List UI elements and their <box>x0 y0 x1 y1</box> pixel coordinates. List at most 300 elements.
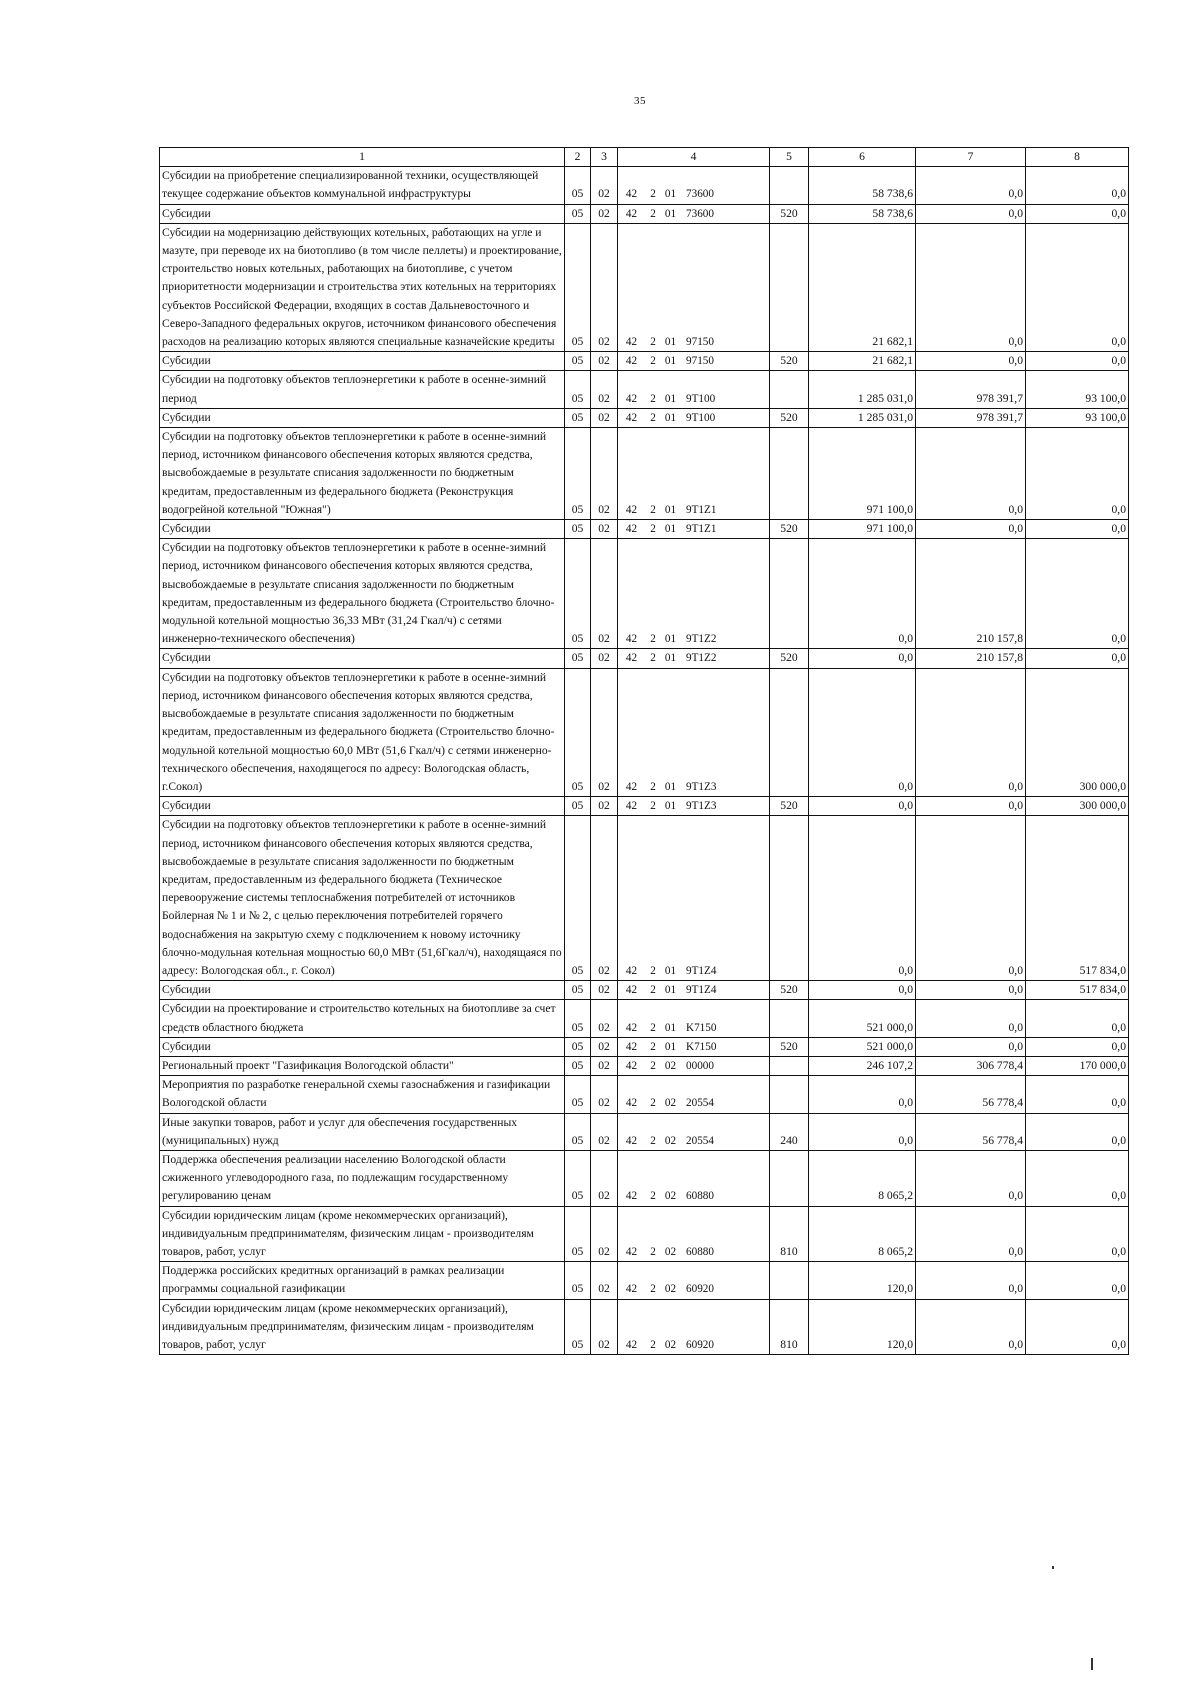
structure-code: 01 <box>664 355 677 368</box>
amount-col-6: 971 100,0 <box>809 520 916 539</box>
amount-col-7: 0,0 <box>916 204 1026 223</box>
target-article-code <box>618 1113 770 1150</box>
row-name: Субсидии на приобретение специализированной техники, осуществляющей текущее содержание объектов коммунальной инфраструктуры <box>160 167 565 204</box>
amount-col-6: 0,0 <box>809 649 916 668</box>
section-code: 05 <box>565 520 591 539</box>
subsection-code: 02 <box>591 352 618 371</box>
table-row <box>160 1262 1129 1299</box>
amount-col-6: 58 738,6 <box>809 167 916 204</box>
type-code: 2 <box>650 780 656 793</box>
target-article-code <box>618 167 770 204</box>
section-code: 05 <box>565 204 591 223</box>
header-col-1: 1 <box>160 148 565 167</box>
amount-col-8: 0,0 <box>1026 223 1129 351</box>
direction-code: 9Т1Z1 <box>686 503 717 516</box>
table-row <box>160 1150 1129 1206</box>
header-col-5: 5 <box>770 148 809 167</box>
table-row <box>160 204 1129 223</box>
target-article-code <box>618 1000 770 1037</box>
row-name: Субсидии <box>160 1037 565 1056</box>
program-code: 42 <box>625 503 638 516</box>
target-article-code <box>618 668 770 796</box>
amount-col-8: 517 834,0 <box>1026 816 1129 981</box>
expense-type-code <box>770 1076 809 1113</box>
program-code: 42 <box>625 1190 638 1203</box>
program-code: 42 <box>625 1283 638 1296</box>
direction-code: 9Т1Z3 <box>686 780 717 793</box>
amount-col-8: 0,0 <box>1026 1150 1129 1206</box>
table-row <box>160 797 1129 816</box>
row-name: Иные закупки товаров, работ и услуг для обеспечения государственных (муниципальных) нужд <box>160 1113 565 1150</box>
structure-code: 01 <box>664 207 677 220</box>
program-code: 42 <box>625 1097 638 1110</box>
table-row <box>160 1000 1129 1037</box>
row-name: Субсидии <box>160 352 565 371</box>
expense-type-code: 520 <box>770 204 809 223</box>
expense-type-code: 520 <box>770 1037 809 1056</box>
program-code: 42 <box>625 1021 638 1034</box>
expense-type-code <box>770 1262 809 1299</box>
type-code: 2 <box>650 503 656 516</box>
subsection-code: 02 <box>591 1113 618 1150</box>
amount-col-6: 8 065,2 <box>809 1206 916 1262</box>
amount-col-7: 0,0 <box>916 797 1026 816</box>
type-code: 2 <box>650 523 656 536</box>
amount-col-8: 0,0 <box>1026 1076 1129 1113</box>
amount-col-7: 56 778,4 <box>916 1113 1026 1150</box>
amount-col-7: 306 778,4 <box>916 1056 1026 1075</box>
row-name: Субсидии <box>160 649 565 668</box>
header-col-2: 2 <box>565 148 591 167</box>
section-code: 05 <box>565 1056 591 1075</box>
header-col-3: 3 <box>591 148 618 167</box>
section-code: 05 <box>565 797 591 816</box>
expense-type-code: 810 <box>770 1299 809 1355</box>
expense-type-code: 520 <box>770 520 809 539</box>
subsection-code: 02 <box>591 520 618 539</box>
expense-type-code <box>770 816 809 981</box>
row-name: Субсидии на подготовку объектов теплоэнергетики к работе в осенне-зимний период, источником финансового обеспечения которых являются средства, высвобождаемые в результате списания задолженности по бюджетным кредитам, предоставленным из федерального бюджета (Строительство блочно-модульной котельной мощностью 60,0 МВт (51,6 Гкал/ч) с сетями инженерно-технического обеспечения, находящегося по адресу: Вологодская область, г.Сокол) <box>160 668 565 796</box>
table-row <box>160 1076 1129 1113</box>
structure-code: 01 <box>664 523 677 536</box>
budget-table <box>159 147 1129 1355</box>
amount-col-7: 978 391,7 <box>916 371 1026 408</box>
program-code: 42 <box>625 392 638 405</box>
structure-code: 02 <box>664 1059 677 1072</box>
direction-code: 73600 <box>686 207 714 220</box>
expense-type-code: 520 <box>770 981 809 1000</box>
amount-col-6: 0,0 <box>809 1076 916 1113</box>
row-name: Субсидии на подготовку объектов теплоэнергетики к работе в осенне-зимний период, источником финансового обеспечения которых являются средства, высвобождаемые в результате списания задолженности по бюджетным кредитам, предоставленным из федерального бюджета (Техническое перевооружение системы теплоснабжения потребителей от источников Бойлерная № 1 и № 2, с целью переключения потребителей горячего водоснабжения на закрытую схему с подключением к новому источнику блочно-модульная котельная мощностью 60,0 МВт (51,6Гкал/ч), находящаяся по адресу: Вологодская обл., г. Сокол) <box>160 816 565 981</box>
structure-code: 02 <box>664 1283 677 1296</box>
amount-col-8: 0,0 <box>1026 520 1129 539</box>
direction-code: 60880 <box>686 1190 714 1203</box>
direction-code: 9Т1Z1 <box>686 523 717 536</box>
row-name: Субсидии <box>160 797 565 816</box>
expense-type-code <box>770 223 809 351</box>
subsection-code: 02 <box>591 204 618 223</box>
direction-code: 9Т1Z3 <box>686 800 717 813</box>
table-row <box>160 428 1129 520</box>
direction-code: 60880 <box>686 1245 714 1258</box>
direction-code: 20554 <box>686 1097 714 1110</box>
subsection-code: 02 <box>591 1206 618 1262</box>
table-row <box>160 223 1129 351</box>
amount-col-7: 0,0 <box>916 520 1026 539</box>
section-code: 05 <box>565 408 591 427</box>
amount-col-6: 0,0 <box>809 1113 916 1150</box>
type-code: 2 <box>650 1021 656 1034</box>
type-code: 2 <box>650 411 656 424</box>
amount-col-8: 0,0 <box>1026 539 1129 649</box>
subsection-code: 02 <box>591 371 618 408</box>
amount-col-6: 0,0 <box>809 797 916 816</box>
row-name: Субсидии на проектирование и строительство котельных на биотопливе за счет средств областного бюджета <box>160 1000 565 1037</box>
table-row <box>160 1206 1129 1262</box>
program-code: 42 <box>625 780 638 793</box>
table-row <box>160 539 1129 649</box>
subsection-code: 02 <box>591 797 618 816</box>
section-code: 05 <box>565 1299 591 1355</box>
section-code: 05 <box>565 539 591 649</box>
type-code: 2 <box>650 800 656 813</box>
subsection-code: 02 <box>591 649 618 668</box>
structure-code: 01 <box>664 652 677 665</box>
type-code: 2 <box>650 1134 656 1147</box>
target-article-code <box>618 428 770 520</box>
section-code: 05 <box>565 352 591 371</box>
subsection-code: 02 <box>591 981 618 1000</box>
structure-code: 01 <box>664 780 677 793</box>
amount-col-7: 0,0 <box>916 1037 1026 1056</box>
table-row <box>160 408 1129 427</box>
target-article-code <box>618 539 770 649</box>
amount-col-8: 0,0 <box>1026 1299 1129 1355</box>
program-code: 42 <box>625 964 638 977</box>
amount-col-8: 0,0 <box>1026 204 1129 223</box>
table-row <box>160 520 1129 539</box>
table-row <box>160 1037 1129 1056</box>
structure-code: 01 <box>664 188 677 201</box>
direction-code: K7150 <box>686 1040 717 1053</box>
structure-code: 01 <box>664 800 677 813</box>
amount-col-6: 58 738,6 <box>809 204 916 223</box>
section-code: 05 <box>565 1150 591 1206</box>
program-code: 42 <box>625 523 638 536</box>
amount-col-7: 0,0 <box>916 352 1026 371</box>
amount-col-6: 1 285 031,0 <box>809 371 916 408</box>
section-code: 05 <box>565 668 591 796</box>
table-row <box>160 981 1129 1000</box>
structure-code: 01 <box>664 1040 677 1053</box>
direction-code: 9Т1Z4 <box>686 964 717 977</box>
program-code: 42 <box>625 1245 638 1258</box>
row-name: Поддержка российских кредитных организаций в рамках реализации программы социальной газификации <box>160 1262 565 1299</box>
target-article-code <box>618 223 770 351</box>
table-row <box>160 1299 1129 1355</box>
program-code: 42 <box>625 1040 638 1053</box>
expense-type-code: 520 <box>770 352 809 371</box>
section-code: 05 <box>565 1076 591 1113</box>
amount-col-8: 93 100,0 <box>1026 371 1129 408</box>
type-code: 2 <box>650 1245 656 1258</box>
structure-code: 01 <box>664 633 677 646</box>
section-code: 05 <box>565 1037 591 1056</box>
type-code: 2 <box>650 1097 656 1110</box>
program-code: 42 <box>625 355 638 368</box>
target-article-code <box>618 649 770 668</box>
section-code: 05 <box>565 981 591 1000</box>
target-article-code <box>618 371 770 408</box>
section-code: 05 <box>565 223 591 351</box>
subsection-code: 02 <box>591 539 618 649</box>
type-code: 2 <box>650 1040 656 1053</box>
target-article-code <box>618 1262 770 1299</box>
amount-col-6: 521 000,0 <box>809 1000 916 1037</box>
type-code: 2 <box>650 355 656 368</box>
row-name: Субсидии на модернизацию действующих котельных, работающих на угле и мазуте, при переводе их на биотопливо (в том числе пеллеты) и проектирование, строительство новых котельных, работающих на биотопливе, с учетом приоритетности модернизации и строительства этих котельных на территориях субъектов Российской Федерации, входящих в состав Дальневосточного и Северо-Западного федеральных округов, источником финансового обеспечения расходов на реализацию которых являются специальные казначейские кредиты <box>160 223 565 351</box>
program-code: 42 <box>625 800 638 813</box>
amount-col-8: 0,0 <box>1026 1262 1129 1299</box>
direction-code: 9Т100 <box>686 411 716 424</box>
target-article-code <box>618 352 770 371</box>
program-code: 42 <box>625 207 638 220</box>
subsection-code: 02 <box>591 1150 618 1206</box>
amount-col-7: 0,0 <box>916 816 1026 981</box>
direction-code: 20554 <box>686 1134 714 1147</box>
structure-code: 01 <box>664 964 677 977</box>
expense-type-code <box>770 539 809 649</box>
amount-col-8: 0,0 <box>1026 1000 1129 1037</box>
target-article-code <box>618 1150 770 1206</box>
direction-code: 00000 <box>686 1059 714 1072</box>
header-row <box>160 148 1129 167</box>
expense-type-code: 240 <box>770 1113 809 1150</box>
amount-col-6: 0,0 <box>809 668 916 796</box>
row-name: Поддержка обеспечения реализации населению Вологодской области сжиженного углеводородного газа, по подлежащим государственному регулированию ценам <box>160 1150 565 1206</box>
type-code: 2 <box>650 652 656 665</box>
amount-col-6: 246 107,2 <box>809 1056 916 1075</box>
direction-code: 9Т1Z4 <box>686 984 717 997</box>
structure-code: 02 <box>664 1134 677 1147</box>
amount-col-6: 21 682,1 <box>809 223 916 351</box>
direction-code: 60920 <box>686 1339 714 1351</box>
subsection-code: 02 <box>591 1299 618 1355</box>
page-number: 35 <box>634 95 646 107</box>
program-code: 42 <box>625 336 638 349</box>
type-code: 2 <box>650 1059 656 1072</box>
structure-code: 01 <box>664 984 677 997</box>
amount-col-6: 971 100,0 <box>809 428 916 520</box>
target-article-code <box>618 1206 770 1262</box>
expense-type-code <box>770 1000 809 1037</box>
table-row <box>160 649 1129 668</box>
direction-code: 97150 <box>686 355 714 368</box>
program-code: 42 <box>625 984 638 997</box>
section-code: 05 <box>565 649 591 668</box>
target-article-code <box>618 981 770 1000</box>
type-code: 2 <box>650 1283 656 1296</box>
table-row <box>160 167 1129 204</box>
amount-col-6: 0,0 <box>809 816 916 981</box>
amount-col-7: 0,0 <box>916 668 1026 796</box>
amount-col-6: 8 065,2 <box>809 1150 916 1206</box>
structure-code: 02 <box>664 1245 677 1258</box>
subsection-code: 02 <box>591 428 618 520</box>
amount-col-6: 521 000,0 <box>809 1037 916 1056</box>
expense-type-code <box>770 167 809 204</box>
type-code: 2 <box>650 633 656 646</box>
subsection-code: 02 <box>591 408 618 427</box>
amount-col-8: 0,0 <box>1026 167 1129 204</box>
section-code: 05 <box>565 371 591 408</box>
amount-col-6: 0,0 <box>809 981 916 1000</box>
program-code: 42 <box>625 633 638 646</box>
section-code: 05 <box>565 1113 591 1150</box>
amount-col-8: 0,0 <box>1026 352 1129 371</box>
subsection-code: 02 <box>591 1000 618 1037</box>
direction-code: 60920 <box>686 1283 714 1296</box>
type-code: 2 <box>650 964 656 977</box>
structure-code: 01 <box>664 411 677 424</box>
section-code: 05 <box>565 1262 591 1299</box>
target-article-code <box>618 1037 770 1056</box>
subsection-code: 02 <box>591 167 618 204</box>
subsection-code: 02 <box>591 668 618 796</box>
scan-mark <box>1052 1566 1054 1569</box>
row-name: Субсидии на подготовку объектов теплоэнергетики к работе в осенне-зимний период, источником финансового обеспечения которых являются средства, высвобождаемые в результате списания задолженности по бюджетным кредитам, предоставленным из федерального бюджета (Реконструкция водогрейной котельной "Южная") <box>160 428 565 520</box>
section-code: 05 <box>565 1206 591 1262</box>
expense-type-code <box>770 428 809 520</box>
direction-code: 97150 <box>686 336 714 349</box>
row-name: Субсидии юридическим лицам (кроме некоммерческих организаций), индивидуальным предпринимателям, физическим лицам - производителям товаров, работ, услуг <box>160 1206 565 1262</box>
row-name: Субсидии <box>160 204 565 223</box>
expense-type-code <box>770 1150 809 1206</box>
program-code: 42 <box>625 411 638 424</box>
amount-col-7: 0,0 <box>916 167 1026 204</box>
direction-code: 73600 <box>686 188 714 201</box>
amount-col-6: 120,0 <box>809 1262 916 1299</box>
expense-type-code <box>770 1056 809 1075</box>
program-code: 42 <box>625 652 638 665</box>
row-name: Региональный проект "Газификация Вологодской области" <box>160 1056 565 1075</box>
subsection-code: 02 <box>591 1056 618 1075</box>
table-row <box>160 668 1129 796</box>
target-article-code <box>618 797 770 816</box>
table-row <box>160 371 1129 408</box>
row-name: Субсидии <box>160 981 565 1000</box>
header-col-7: 7 <box>916 148 1026 167</box>
expense-type-code: 520 <box>770 408 809 427</box>
section-code: 05 <box>565 428 591 520</box>
type-code: 2 <box>650 1339 656 1351</box>
structure-code: 01 <box>664 392 677 405</box>
row-name: Субсидии юридическим лицам (кроме некоммерческих организаций), индивидуальным предпринимателям, физическим лицам - производителям товаров, работ, услуг <box>160 1299 565 1355</box>
type-code: 2 <box>650 392 656 405</box>
row-name: Субсидии на подготовку объектов теплоэнергетики к работе в осенне-зимний период, источником финансового обеспечения которых являются средства, высвобождаемые в результате списания задолженности по бюджетным кредитам, предоставленным из федерального бюджета (Строительство блочно-модульной котельной мощностью 36,33 МВт (31,24 Гкал/ч) с сетями инженерно-технического обеспечения) <box>160 539 565 649</box>
expense-type-code <box>770 668 809 796</box>
amount-col-8: 0,0 <box>1026 1037 1129 1056</box>
program-code: 42 <box>625 1134 638 1147</box>
target-article-code <box>618 1076 770 1113</box>
amount-col-8: 0,0 <box>1026 1206 1129 1262</box>
row-name: Субсидии на подготовку объектов теплоэнергетики к работе в осенне-зимний период <box>160 371 565 408</box>
amount-col-7: 978 391,7 <box>916 408 1026 427</box>
row-name: Субсидии <box>160 520 565 539</box>
program-code: 42 <box>625 1059 638 1072</box>
amount-col-7: 0,0 <box>916 981 1026 1000</box>
amount-col-7: 0,0 <box>916 1150 1026 1206</box>
target-article-code <box>618 204 770 223</box>
expense-type-code <box>770 371 809 408</box>
section-code: 05 <box>565 816 591 981</box>
amount-col-6: 120,0 <box>809 1299 916 1355</box>
direction-code: K7150 <box>686 1021 717 1034</box>
scan-mark <box>1091 1658 1093 1670</box>
subsection-code: 02 <box>591 223 618 351</box>
amount-col-7: 0,0 <box>916 1262 1026 1299</box>
expense-type-code: 810 <box>770 1206 809 1262</box>
type-code: 2 <box>650 207 656 220</box>
table-row <box>160 816 1129 981</box>
section-code: 05 <box>565 1000 591 1037</box>
target-article-code <box>618 408 770 427</box>
structure-code: 01 <box>664 336 677 349</box>
amount-col-7: 0,0 <box>916 1000 1026 1037</box>
amount-col-8: 0,0 <box>1026 428 1129 520</box>
section-code: 05 <box>565 167 591 204</box>
target-article-code <box>618 1056 770 1075</box>
amount-col-7: 0,0 <box>916 1299 1026 1355</box>
amount-col-6: 0,0 <box>809 539 916 649</box>
table-row <box>160 1113 1129 1150</box>
direction-code: 9Т100 <box>686 392 716 405</box>
direction-code: 9Т1Z2 <box>686 633 717 646</box>
header-col-4: 4 <box>618 148 770 167</box>
program-code: 42 <box>625 188 638 201</box>
subsection-code: 02 <box>591 1037 618 1056</box>
structure-code: 01 <box>664 503 677 516</box>
row-name: Субсидии <box>160 408 565 427</box>
structure-code: 02 <box>664 1097 677 1110</box>
amount-col-6: 21 682,1 <box>809 352 916 371</box>
type-code: 2 <box>650 984 656 997</box>
table-row <box>160 1056 1129 1075</box>
amount-col-7: 0,0 <box>916 428 1026 520</box>
amount-col-6: 1 285 031,0 <box>809 408 916 427</box>
table-row <box>160 352 1129 371</box>
type-code: 2 <box>650 336 656 349</box>
program-code: 42 <box>625 1339 638 1351</box>
subsection-code: 02 <box>591 1262 618 1299</box>
direction-code: 9Т1Z2 <box>686 652 717 665</box>
subsection-code: 02 <box>591 816 618 981</box>
subsection-code: 02 <box>591 1076 618 1113</box>
target-article-code <box>618 520 770 539</box>
amount-col-8: 300 000,0 <box>1026 797 1129 816</box>
header-col-8: 8 <box>1026 148 1129 167</box>
type-code: 2 <box>650 188 656 201</box>
amount-col-7: 210 157,8 <box>916 539 1026 649</box>
target-article-code <box>618 1299 770 1355</box>
amount-col-8: 170 000,0 <box>1026 1056 1129 1075</box>
amount-col-8: 0,0 <box>1026 649 1129 668</box>
amount-col-8: 0,0 <box>1026 1113 1129 1150</box>
structure-code: 01 <box>664 1021 677 1034</box>
amount-col-8: 300 000,0 <box>1026 668 1129 796</box>
amount-col-8: 93 100,0 <box>1026 408 1129 427</box>
structure-code: 02 <box>664 1339 677 1351</box>
